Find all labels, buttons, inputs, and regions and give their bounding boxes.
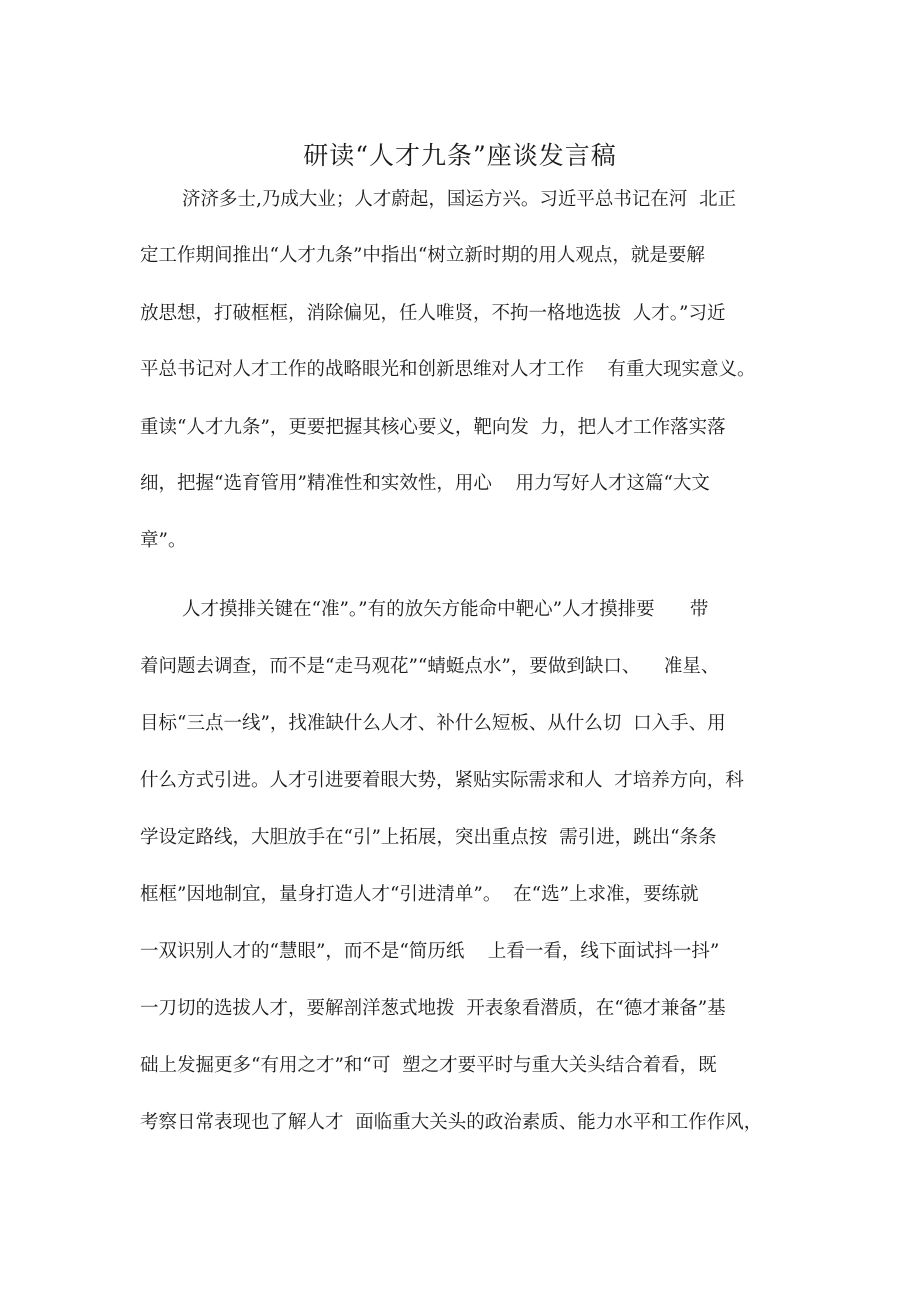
paragraph-line: 定工作期间推出“人才九条”中指出“树立新时期的用人观点，就是要解 <box>140 245 705 266</box>
paragraph-line: 着问题去调查，而不是“走马观花”“蜻蜓点水”，要做到缺口、 准星、 <box>140 656 720 677</box>
paragraph-line: 细，把握“选育管用”精准性和实效性，用心 用力写好人才这篇“大文 <box>140 473 710 494</box>
paragraph-line: 框框”因地制宜，量身打造人才“引进清单”。 在“选”上求准，要练就 <box>140 884 699 905</box>
paragraph-line: 考察日常表现也了解人才 面临重大关头的政治素质、能力水平和工作作风， <box>140 1112 763 1133</box>
paragraph-line: 础上发掘更多“有用之才”和“可 塑之才要平时与重大关头结合着看，既 <box>140 1055 717 1076</box>
paragraph-line: 平总书记对人才工作的战略眼光和创新思维对人才工作 有重大现实意义。 <box>140 359 756 380</box>
paragraph-line: 济济多士,乃成大业；人才蔚起，国运方兴。习近平总书记在河 北正 <box>182 189 737 210</box>
paragraph-line: 章”。 <box>140 530 187 551</box>
paragraph-line: 什么方式引进。人才引进要着眼大势，紧贴实际需求和人 才培养方向，科 <box>140 770 744 791</box>
document-title: 研读“人才九条”座谈发言稿 <box>303 141 617 170</box>
paragraph-line: 一刀切的选拔人才，要解剖洋葱式地拨 开表象看潜质，在“德才兼备”基 <box>140 998 726 1019</box>
paragraph-line: 一双识别人才的“慧眼”，而不是“简历纸 上看一看，线下面试抖一抖” <box>140 941 720 962</box>
paragraph-line: 人才摸排关键在“准”。”有的放矢方能命中靶心”人才摸排要 带 <box>182 599 709 620</box>
paragraph-line: 重读“人才九条”，更要把握其核心要义，靶向发 力，把人才工作落实落 <box>140 417 726 438</box>
paragraph-line: 学设定路线，大胆放手在“引”上拓展，突出重点按 需引进，跳出“条条 <box>140 827 717 848</box>
paragraph-line: 放思想，打破框框，消除偏见，任人唯贤，不拘一格地选拔 人才。”习近 <box>140 303 726 324</box>
paragraph-line: 目标“三点一线”，找准缺什么人才、补什么短板、从什么切 口入手、用 <box>140 713 726 734</box>
